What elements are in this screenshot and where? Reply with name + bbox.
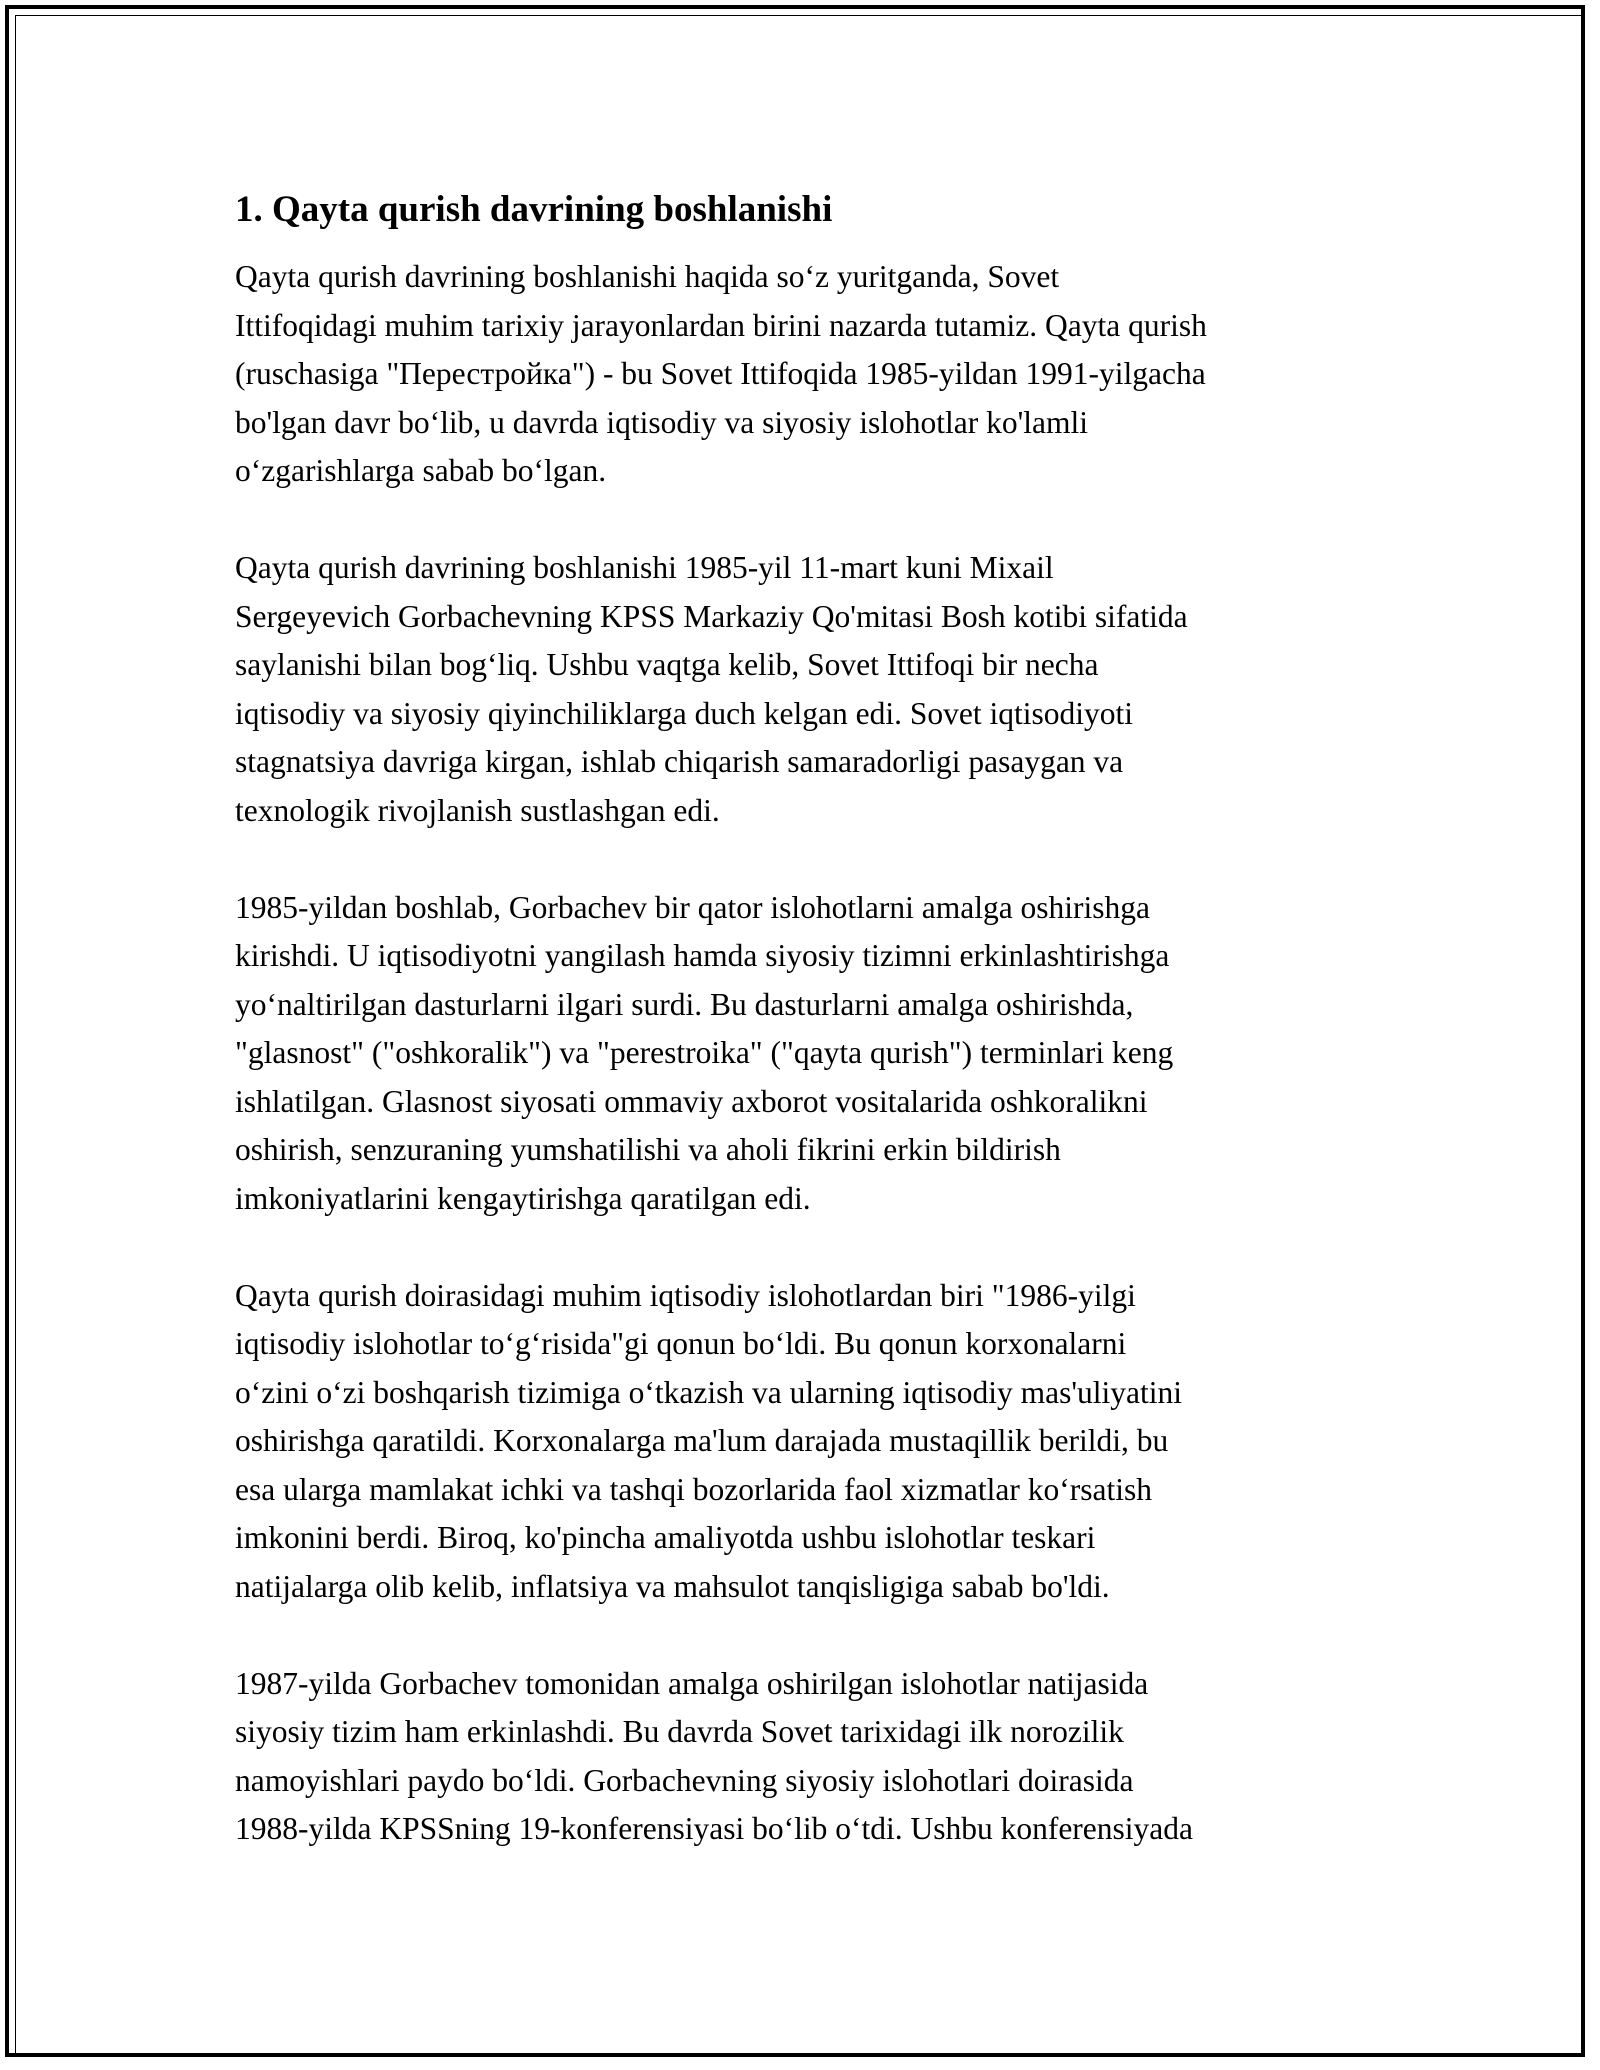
paragraph-line: iqtisodiy islohotlar to‘g‘risida"gi qonun bo‘ldi. Bu qonun korxonalarni <box>235 1326 1127 1361</box>
paragraph-line: imkonini berdi. Biroq, ko'pincha amaliyotda ushbu islohotlar teskari <box>235 1520 1096 1555</box>
paragraph-line: siyosiy tizim ham erkinlashdi. Bu davrda Sovet tarixidagi ilk norozilik <box>235 1714 1124 1749</box>
paragraph-5 <box>235 1660 1385 1854</box>
paragraph-line: Sergeyevich Gorbachevning KPSS Markaziy Qo'mitasi Bosh kotibi sifatida <box>235 598 1188 634</box>
paragraph-line: 1987-yilda Gorbachev tomonidan amalga oshirilgan islohotlar natijasida <box>235 1665 1149 1701</box>
paragraph-line: Qayta qurish davrining boshlanishi 1985-yil 11-mart kuni Mixail <box>235 550 1054 585</box>
paragraph-line: 1985-yildan boshlab, Gorbachev bir qator islohotlarni amalga oshirishga <box>235 889 1151 925</box>
paragraph-line: oshirishga qaratildi. Korxonalarga ma'lum darajada mustaqillik berildi, bu <box>235 1423 1169 1458</box>
paragraph-line: texnologik rivojlanish sustlashgan edi. <box>235 792 720 828</box>
paragraph-line: esa ularga mamlakat ichki va tashqi bozorlarida faol xizmatlar ko‘rsatish <box>235 1471 1152 1507</box>
document-body <box>235 185 1385 1902</box>
paragraph-line: namoyishlari paydo bo‘ldi. Gorbachevning siyosiy islohotlari doirasida <box>235 1762 1134 1798</box>
section-title: 1. Qayta qurish davrining boshlanishi <box>235 189 833 230</box>
paragraph-line: Qayta qurish doirasidagi muhim iqtisodiy islohotlardan biri "1986-yilgi <box>235 1277 1136 1313</box>
paragraph-line: oshirish, senzuraning yumshatilishi va aholi fikrini erkin bildirish <box>235 1132 1061 1167</box>
paragraph-line: Ittifoqidagi muhim tarixiy jarayonlardan birini nazarda tutamiz. Qayta qurish <box>235 307 1207 343</box>
paragraph-line: imkoniyatlarini kengaytirishga qaratilgan edi. <box>235 1180 811 1216</box>
paragraph-line: ishlatilgan. Glasnost siyosati ommaviy axborot vositalarida oshkoralikni <box>235 1083 1148 1119</box>
paragraph-line: saylanishi bilan bog‘liq. Ushbu vaqtga kelib, Sovet Ittifoqi bir necha <box>235 647 1099 682</box>
paragraph-3 <box>235 884 1385 1224</box>
paragraph-line: o‘zgarishlarga sabab bo‘lgan. <box>235 453 607 488</box>
paragraph-line: stagnatsiya davriga kirgan, ishlab chiqarish samaradorligi pasaygan va <box>235 744 1124 779</box>
paragraph-line: 1988-yilda KPSSning 19-konferensiyasi bo‘lib o‘tdi. Ushbu konferensiyada <box>235 1811 1193 1846</box>
paragraph-line: o‘zini o‘zi boshqarish tizimiga o‘tkazish va ularning iqtisodiy mas'uliyatini <box>235 1374 1182 1410</box>
paragraph-line: bo'lgan davr bo‘lib, u davrda iqtisodiy va siyosiy islohotlar ko'lamli <box>235 404 1088 440</box>
paragraph-line: kirishdi. U iqtisodiyotni yangilash hamda siyosiy tizimni erkinlashtirishga <box>235 938 1170 973</box>
paragraph-line: iqtisodiy va siyosiy qiyinchiliklarga duch kelgan edi. Sovet iqtisodiyoti <box>235 695 1133 731</box>
paragraph-4 <box>235 1272 1385 1612</box>
paragraph-1 <box>235 253 1385 496</box>
paragraph-line: yo‘naltirilgan dasturlarni ilgari surdi. Bu dasturlarni amalga oshirishda, <box>235 986 1134 1022</box>
paragraph-line: "glasnost" ("oshkoralik") va "perestroika" ("qayta qurish") terminlari keng <box>235 1035 1174 1070</box>
paragraph-2 <box>235 544 1385 835</box>
paragraph-line: natijalarga olib kelib, inflatsiya va mahsulot tanqisligiga sabab bo'ldi. <box>235 1568 1110 1604</box>
paragraph-line: Qayta qurish davrining boshlanishi haqida so‘z yuritganda, Sovet <box>235 259 1060 294</box>
paragraph-line: (ruschasiga "Перестройка") - bu Sovet Ittifoqida 1985-yildan 1991-yilgacha <box>235 356 1206 391</box>
